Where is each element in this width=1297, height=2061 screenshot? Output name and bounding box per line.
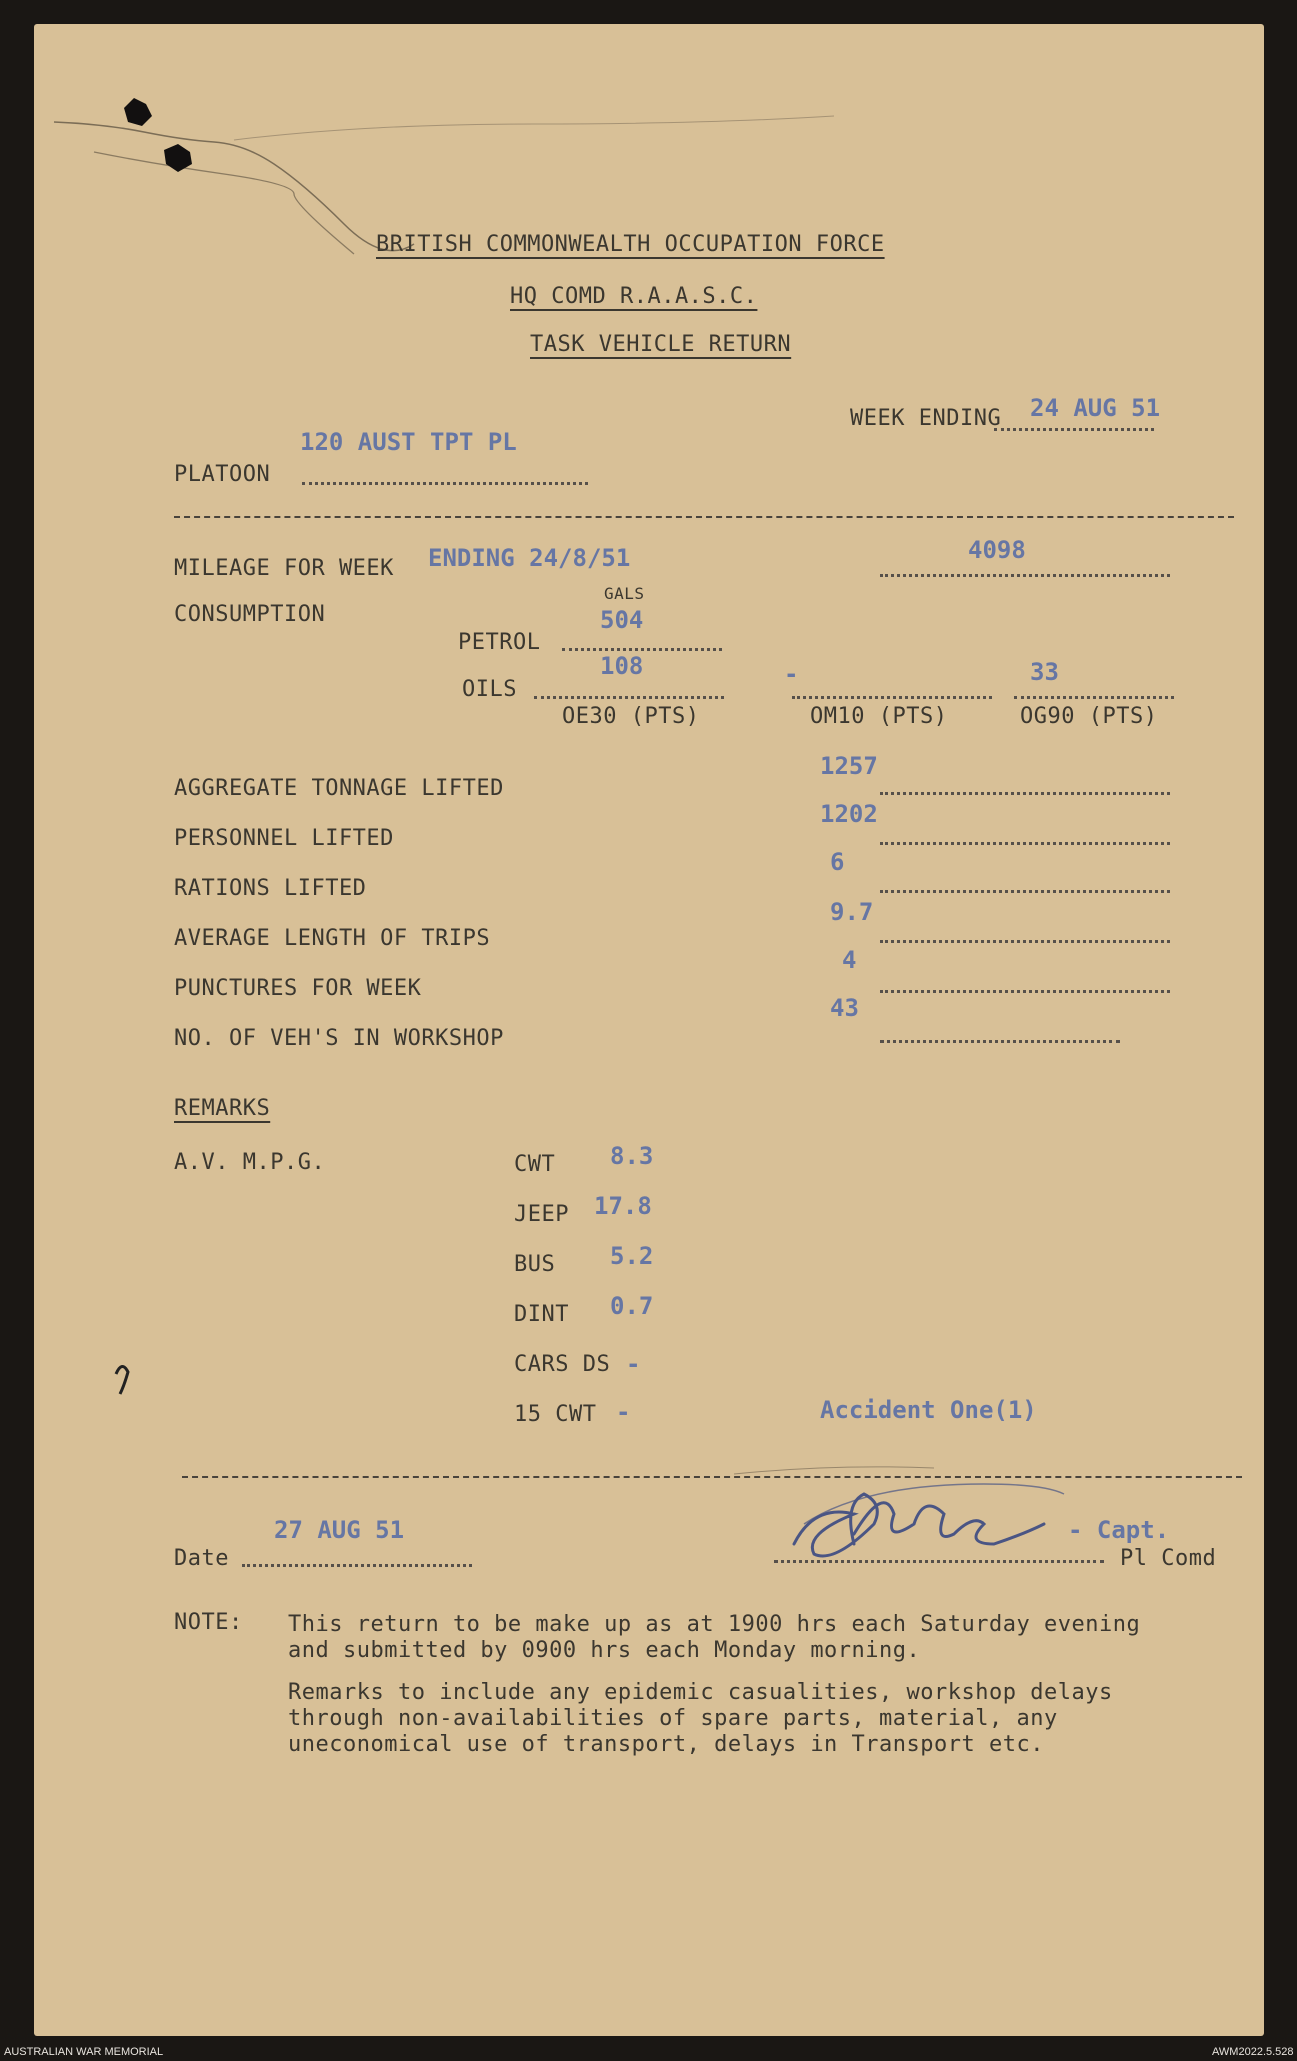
note-text-line: This return to be make up as at 1900 hrs each Saturday evening: [288, 1612, 1141, 1637]
stat-label: PERSONNEL LIFTED: [174, 826, 394, 851]
archive-caption-left: AUSTRALIAN WAR MEMORIAL: [4, 2046, 164, 2058]
oil3-label: OG90 (PTS): [1020, 704, 1158, 729]
oil2-label: OM10 (PTS): [810, 704, 948, 729]
avmpg-label: A.V. M.P.G.: [174, 1150, 326, 1175]
signature-dots: [774, 1560, 1104, 1563]
stat-dots: [880, 842, 1170, 845]
stat-value: 6: [830, 848, 845, 876]
oil1-label: OE30 (PTS): [562, 704, 700, 729]
note-text-line: and submitted by 0900 hrs each Monday morning.: [288, 1638, 921, 1663]
header-line-2: HQ COMD R.A.A.S.C.: [510, 284, 758, 309]
signature: [764, 1464, 1104, 1574]
remark-value: -: [616, 1398, 631, 1426]
petrol-dots: [562, 648, 722, 651]
stat-dots: [880, 1040, 1120, 1043]
week-ending-label: WEEK ENDING: [850, 406, 1002, 431]
stat-dots: [880, 890, 1170, 893]
stat-dots: [880, 990, 1170, 993]
divider-top: [174, 516, 1234, 518]
stat-value: 43: [830, 994, 859, 1022]
date-value: 27 AUG 51: [274, 1516, 405, 1544]
stat-dots: [880, 940, 1170, 943]
note-text-line: Remarks to include any epidemic casualities, workshop delays: [288, 1680, 1113, 1705]
petrol-value: 504: [600, 606, 644, 634]
date-label: Date: [174, 1546, 229, 1571]
remark-value: 0.7: [610, 1292, 654, 1320]
oil3-dots: [1014, 696, 1174, 699]
rank: - Capt.: [1068, 1516, 1170, 1544]
header-line-1: BRITISH COMMONWEALTH OCCUPATION FORCE: [376, 232, 885, 257]
platoon-value: 120 AUST TPT PL: [300, 428, 517, 456]
header-line-3: TASK VEHICLE RETURN: [530, 332, 792, 357]
stat-label: PUNCTURES FOR WEEK: [174, 976, 422, 1001]
remark-label: DINT: [514, 1302, 569, 1327]
stat-label: RATIONS LIFTED: [174, 876, 367, 901]
accident-remark: Accident One(1): [820, 1396, 1037, 1424]
platoon-dots: [302, 482, 588, 485]
remark-label: CARS DS: [514, 1352, 611, 1377]
date-dots: [242, 1564, 472, 1567]
archive-caption-right: AWM2022.5.528: [1212, 2046, 1294, 2058]
remarks-heading: REMARKS: [174, 1096, 271, 1121]
stat-value: 9.7: [830, 898, 874, 926]
remark-label: JEEP: [514, 1202, 569, 1227]
stat-value: 4: [842, 946, 857, 974]
remark-label: BUS: [514, 1252, 556, 1277]
consumption-label: CONSUMPTION: [174, 602, 326, 627]
petrol-label: PETROL: [458, 630, 541, 655]
oil2-value: -: [784, 660, 799, 688]
note-label: NOTE:: [174, 1610, 243, 1635]
appointment: Pl Comd: [1120, 1546, 1217, 1571]
platoon-label: PLATOON: [174, 462, 271, 487]
oil2-dots: [792, 696, 992, 699]
remark-value: -: [626, 1350, 641, 1378]
note-text-line: uneconomical use of transport, delays in Transport etc.: [288, 1732, 1044, 1757]
oil3-value: 33: [1030, 658, 1059, 686]
gals-unit: GALS: [604, 584, 645, 603]
mileage-suffix: ENDING 24/8/51: [428, 544, 631, 572]
stat-value: 1257: [820, 752, 878, 780]
remark-value: 17.8: [594, 1192, 652, 1220]
stat-label: NO. OF VEH'S IN WORKSHOP: [174, 1026, 504, 1051]
remark-value: 8.3: [610, 1142, 654, 1170]
stat-label: AGGREGATE TONNAGE LIFTED: [174, 776, 504, 801]
week-ending-dots: [994, 428, 1154, 431]
stat-value: 1202: [820, 800, 878, 828]
mileage-label: MILEAGE FOR WEEK: [174, 556, 394, 581]
document-page: [34, 24, 1264, 2036]
note-text-line: through non-availabilities of spare parts, material, any: [288, 1706, 1058, 1731]
stat-dots: [880, 792, 1170, 795]
week-ending-value: 24 AUG 51: [1030, 394, 1161, 422]
oils-label: OILS: [462, 677, 517, 702]
paper-damage-marks: [34, 24, 1264, 324]
mileage-value: 4098: [968, 536, 1026, 564]
remark-value: 5.2: [610, 1242, 654, 1270]
oil1-dots: [534, 696, 724, 699]
remark-label: 15 CWT: [514, 1402, 597, 1427]
remark-label: CWT: [514, 1152, 556, 1177]
stat-label: AVERAGE LENGTH OF TRIPS: [174, 926, 491, 951]
oil1-value: 108: [600, 652, 644, 680]
mileage-dots: [880, 574, 1170, 577]
